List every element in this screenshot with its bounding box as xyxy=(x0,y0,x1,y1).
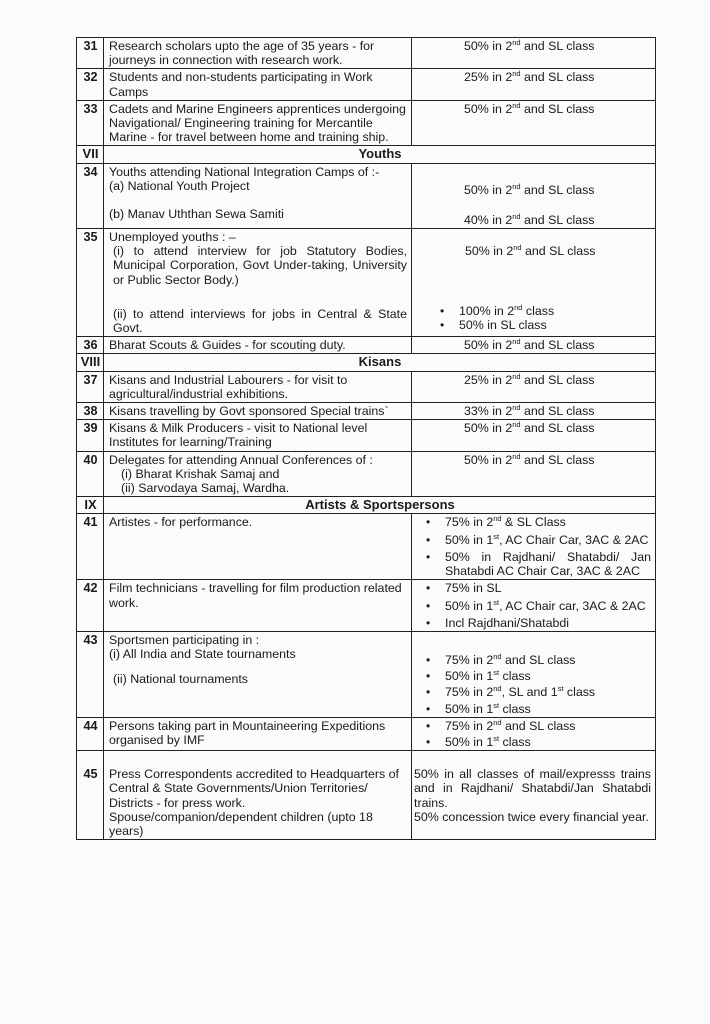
table-row xyxy=(77,403,656,420)
concession-bullet: • 50% in 1st class xyxy=(417,669,651,683)
table-row xyxy=(77,420,656,451)
description-text: Delegates for attending Annual Conferences of : xyxy=(109,452,373,467)
section-header-row xyxy=(77,497,656,514)
concession-text: 50% in all classes of mail/expresss trains and in Rajdhani/ Shatabdi/Jan Shatabdi trains. xyxy=(414,767,651,810)
table-row xyxy=(77,631,656,717)
table-row xyxy=(77,371,656,402)
concession-bullet: • 50% in Rajdhani/ Shatabdi/ Jan Shatabdi AC Chair Car, 3AC & 2AC xyxy=(417,550,651,578)
table-row xyxy=(77,69,656,100)
description-text: Sportsmen participating in : xyxy=(109,632,260,647)
concession-text: 40% in 2nd and SL class xyxy=(464,211,595,227)
section-number: IX xyxy=(77,497,104,514)
section-header-row xyxy=(77,146,656,163)
section-title: Kisans xyxy=(104,354,656,371)
concession-bullet: • 50% in 1st, AC Chair car, 3AC & 2AC xyxy=(417,599,651,613)
row-number: 40 xyxy=(77,451,104,497)
row-number: 41 xyxy=(77,514,104,580)
concession-list xyxy=(417,581,651,630)
concession-bullet: • 75% in 2nd, SL and 1st class xyxy=(417,685,651,699)
description-text: Unemployed youths : – xyxy=(109,230,236,245)
table-row xyxy=(77,163,656,228)
description-subitem: (ii) National tournaments xyxy=(113,672,248,687)
description-text: Film technicians - travelling for film production related work. xyxy=(109,581,402,610)
concession-value xyxy=(412,580,656,632)
concession-value: 50% in 2nd and SL class xyxy=(412,100,656,146)
description-subitem: (ii) to attend interviews for jobs in Central & State Govt. xyxy=(113,306,407,336)
concession-value: 25% in 2nd and SL class xyxy=(412,69,656,100)
row-number: 33 xyxy=(77,100,104,146)
category-description xyxy=(104,420,412,451)
table-row xyxy=(77,229,656,337)
concession-bullet: • 75% in 2nd and SL class xyxy=(417,719,651,733)
category-description xyxy=(104,69,412,100)
concession-list xyxy=(417,719,651,749)
description-text: Research scholars upto the age of 35 years - for journeys in connection with research work. xyxy=(109,39,375,68)
category-description xyxy=(104,229,412,337)
row-number: 42 xyxy=(77,580,104,632)
table-row xyxy=(77,337,656,354)
table-row xyxy=(77,514,656,580)
row-number: 31 xyxy=(77,38,104,69)
concession-bullet: • 50% in 1st class xyxy=(417,702,651,716)
category-description xyxy=(104,337,412,354)
description-text: Kisans travelling by Govt sponsored Special trains` xyxy=(109,404,389,419)
description-text: Students and non-students participating in Work Camps xyxy=(109,70,373,99)
section-number: VIII xyxy=(77,354,104,371)
concession-value: 50% in 2nd and SL class xyxy=(412,420,656,451)
row-number: 35 xyxy=(77,229,104,337)
category-description xyxy=(104,451,412,497)
concession-text: 50% concession twice every financial year. xyxy=(414,809,649,824)
concession-bullet: • 75% in 2nd & SL Class xyxy=(417,515,651,529)
description-subitem: (i) Bharat Krishak Samaj and xyxy=(121,466,280,481)
row-number xyxy=(77,751,104,840)
category-description xyxy=(104,38,412,69)
concession-value: 50% in 2nd and SL class xyxy=(412,337,656,354)
description-text: Bharat Scouts & Guides - for scouting duty. xyxy=(109,338,346,353)
concession-value: 50% in 2nd and SL class xyxy=(412,451,656,497)
section-number: VII xyxy=(77,146,104,163)
table-row xyxy=(77,100,656,146)
description-text: Persons taking part in Mountaineering Expeditions organised by IMF xyxy=(109,718,386,747)
row-number: 39 xyxy=(77,420,104,451)
description-text: Kisans and Industrial Labourers - for visit to agricultural/industrial exhibitions. xyxy=(109,372,348,401)
section-header-row xyxy=(77,354,656,371)
concession-list xyxy=(417,515,651,578)
row-number: 32 xyxy=(77,69,104,100)
section-title: Artists & Sportspersons xyxy=(104,497,656,514)
concession-value: 50% in 2nd and SL class xyxy=(412,38,656,69)
concession-text: 50% in 2nd and SL class xyxy=(464,181,595,197)
category-description xyxy=(104,163,412,228)
category-description xyxy=(104,580,412,632)
concession-value xyxy=(412,717,656,750)
row-number: 43 xyxy=(77,631,104,717)
section-title: Youths xyxy=(104,146,656,163)
concession-value: 25% in 2nd and SL class xyxy=(412,371,656,402)
concession-bullet: • Incl Rajdhani/Shatabdi xyxy=(417,616,651,630)
concession-value xyxy=(412,751,656,840)
row-number-text: 45 xyxy=(83,767,98,782)
concession-bullet: • 100% in 2nd class xyxy=(431,304,651,318)
row-number: 34 xyxy=(77,163,104,228)
description-subitem: (ii) Sarvodaya Samaj, Wardha. xyxy=(121,481,290,496)
concession-value xyxy=(412,229,656,337)
description-subitem: Spouse/companion/dependent children (upto 18 years) xyxy=(109,809,373,838)
concession-list xyxy=(417,653,651,716)
row-number: 44 xyxy=(77,717,104,750)
concession-list xyxy=(417,304,651,332)
concession-value xyxy=(412,631,656,717)
concession-bullet: • 75% in SL xyxy=(417,581,651,595)
concession-document-page xyxy=(76,37,655,840)
category-description xyxy=(104,631,412,717)
concession-text: 50% in 2nd and SL class xyxy=(465,242,596,259)
description-text: Press Correspondents accredited to Headquarters of Central & State Governments/Union Territories/ Districts - for press work. xyxy=(109,767,399,810)
description-subitem: (i) to attend interview for job Statutory Bodies, Municipal Corporation, Govt Under-taking, University or Public Sector Body.) xyxy=(113,244,407,287)
description-text: Kisans & Milk Producers - visit to National level Institutes for learning/Training xyxy=(109,421,368,450)
concession-bullet: • 50% in 1st, AC Chair Car, 3AC & 2AC xyxy=(417,533,651,547)
row-number: 38 xyxy=(77,403,104,420)
concession-bullet: • 50% in SL class xyxy=(431,318,651,332)
table-row xyxy=(77,451,656,497)
table-row xyxy=(77,717,656,750)
description-subitem: (a) National Youth Project xyxy=(109,178,250,193)
concession-table xyxy=(76,37,656,840)
description-subitem: (b) Manav Uththan Sewa Samiti xyxy=(109,207,284,222)
description-text: Cadets and Marine Engineers apprentices undergoing Navigational/ Engineering training for Mercantile Marine - for travel between home and training ship. xyxy=(109,101,406,145)
concession-bullet: • 75% in 2nd and SL class xyxy=(417,653,651,667)
table-row xyxy=(77,751,656,840)
concession-value xyxy=(412,514,656,580)
description-subitem: (i) All India and State tournaments xyxy=(109,647,296,662)
concession-bullet: • 50% in 1st class xyxy=(417,735,651,749)
description-text: Youths attending National Integration Camps of :- xyxy=(109,164,380,179)
row-number: 36 xyxy=(77,337,104,354)
category-description xyxy=(104,100,412,146)
table-row xyxy=(77,580,656,632)
description-text: Artistes - for performance. xyxy=(109,515,253,530)
concession-value: 33% in 2nd and SL class xyxy=(412,403,656,420)
row-number: 37 xyxy=(77,371,104,402)
category-description xyxy=(104,403,412,420)
category-description xyxy=(104,514,412,580)
category-description xyxy=(104,751,412,840)
category-description xyxy=(104,371,412,402)
table-row xyxy=(77,38,656,69)
concession-value xyxy=(412,163,656,228)
category-description xyxy=(104,717,412,750)
